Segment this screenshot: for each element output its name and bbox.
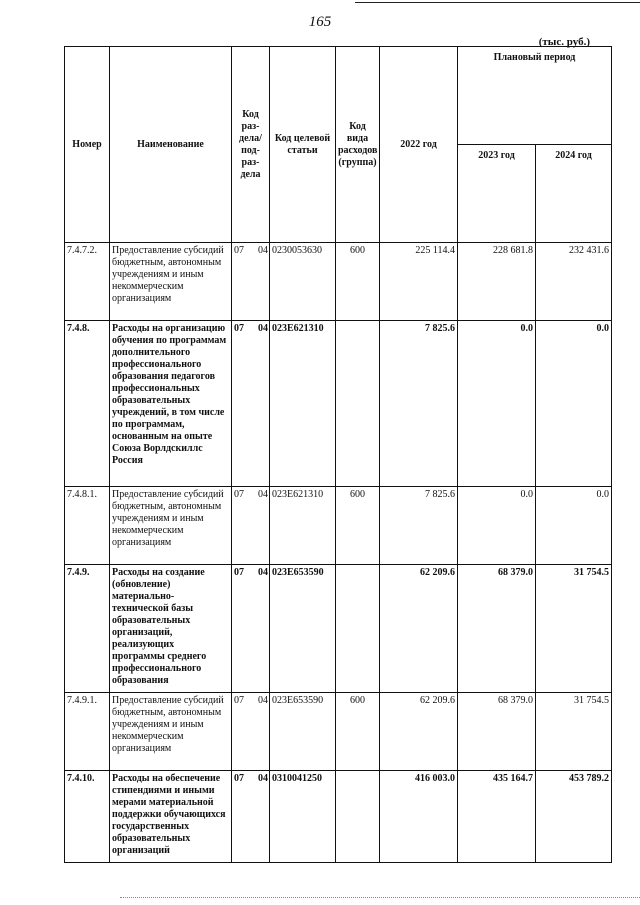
row-name: Расходы на обеспечение стипендиями и иными мерами материальной поддержки обучающихся государственных образовательных организаций <box>110 771 232 863</box>
row-expense-type: 600 <box>336 243 380 321</box>
row-2022: 416 003.0 <box>380 771 458 863</box>
page-number: 165 <box>308 14 332 30</box>
row-2023: 68 379.0 <box>458 565 536 693</box>
header-number: Номер <box>65 47 110 243</box>
budget-table <box>64 46 612 863</box>
section-code: 07 <box>234 567 244 578</box>
section-code: 07 <box>234 489 244 500</box>
header-2024: 2024 год <box>536 145 612 243</box>
header-expense-type: Код вида расходов (группа) <box>336 47 380 243</box>
row-expense-type <box>336 771 380 863</box>
row-2024: 453 789.2 <box>536 771 612 863</box>
row-article: 0230053630 <box>270 243 336 321</box>
row-article: 023E621310 <box>270 487 336 565</box>
row-2024: 0.0 <box>536 487 612 565</box>
row-section <box>232 565 270 693</box>
row-number: 7.4.8. <box>65 321 110 487</box>
subsection-code: 04 <box>258 323 268 334</box>
section-code: 07 <box>234 323 244 334</box>
section-code: 07 <box>234 245 244 256</box>
row-article: 023E653590 <box>270 693 336 771</box>
section-code: 07 <box>234 773 244 784</box>
row-name: Предоставление субсидий бюджетным, автономным учреждениям и иным некоммерческим организациям <box>110 693 232 771</box>
header-section: Код раз-дела/ под-раз-дела <box>232 47 270 243</box>
subsection-code: 04 <box>258 245 268 256</box>
table-row <box>65 243 612 321</box>
section-code: 07 <box>234 695 244 706</box>
table-row <box>65 565 612 693</box>
row-section <box>232 487 270 565</box>
table-row <box>65 693 612 771</box>
row-number: 7.4.9.1. <box>65 693 110 771</box>
row-2023: 0.0 <box>458 321 536 487</box>
row-2022: 225 114.4 <box>380 243 458 321</box>
row-article: 023E653590 <box>270 565 336 693</box>
row-2023: 0.0 <box>458 487 536 565</box>
row-section <box>232 693 270 771</box>
row-2023: 68 379.0 <box>458 693 536 771</box>
row-2024: 232 431.6 <box>536 243 612 321</box>
bottom-rule <box>120 897 640 898</box>
header-planned-period: Плановый период <box>458 47 612 145</box>
row-number: 7.4.9. <box>65 565 110 693</box>
row-expense-type <box>336 321 380 487</box>
row-section <box>232 243 270 321</box>
header-article: Код целевой статьи <box>270 47 336 243</box>
row-2022: 7 825.6 <box>380 487 458 565</box>
row-section <box>232 771 270 863</box>
row-2024: 31 754.5 <box>536 565 612 693</box>
row-2024: 0.0 <box>536 321 612 487</box>
row-number: 7.4.7.2. <box>65 243 110 321</box>
row-expense-type: 600 <box>336 487 380 565</box>
subsection-code: 04 <box>258 773 268 784</box>
row-expense-type <box>336 565 380 693</box>
row-name: Предоставление субсидий бюджетным, автономным учреждениям и иным некоммерческим организациям <box>110 487 232 565</box>
row-article: 023E621310 <box>270 321 336 487</box>
subsection-code: 04 <box>258 489 268 500</box>
row-2022: 62 209.6 <box>380 693 458 771</box>
row-article: 0310041250 <box>270 771 336 863</box>
header-name: Наименование <box>110 47 232 243</box>
row-name: Расходы на создание (обновление) материально-технической базы образовательных организаций, реализующих программы среднего профессионального образования <box>110 565 232 693</box>
row-2023: 435 164.7 <box>458 771 536 863</box>
row-2024: 31 754.5 <box>536 693 612 771</box>
table-row <box>65 487 612 565</box>
row-2023: 228 681.8 <box>458 243 536 321</box>
header-2022: 2022 год <box>380 47 458 243</box>
subsection-code: 04 <box>258 567 268 578</box>
top-rule <box>355 2 640 3</box>
row-name: Предоставление субсидий бюджетным, автономным учреждениям и иным некоммерческим организациям <box>110 243 232 321</box>
row-section <box>232 321 270 487</box>
subsection-code: 04 <box>258 695 268 706</box>
row-2022: 7 825.6 <box>380 321 458 487</box>
table-row <box>65 771 612 863</box>
row-name: Расходы на организацию обучения по программам дополнительного профессионального образования педагогов профессиональных образовательных учреждений, в том числе по программам, основанным на опыте Союза Ворлдскиллс Россия <box>110 321 232 487</box>
row-2022: 62 209.6 <box>380 565 458 693</box>
row-number: 7.4.8.1. <box>65 487 110 565</box>
row-number: 7.4.10. <box>65 771 110 863</box>
row-expense-type: 600 <box>336 693 380 771</box>
table-row <box>65 321 612 487</box>
units-label: (тыс. руб.) <box>538 36 590 48</box>
header-2023: 2023 год <box>458 145 536 243</box>
